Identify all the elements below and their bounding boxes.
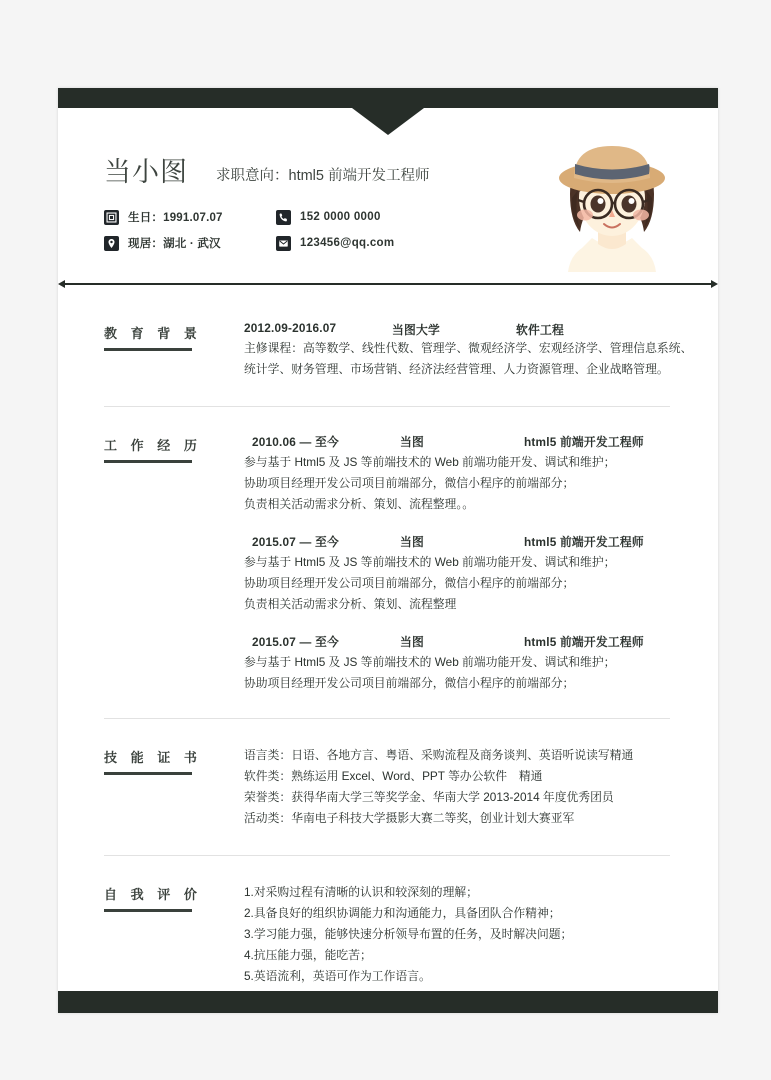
section-education-content — [244, 321, 693, 380]
section-self-title: 自 我 评 价 — [104, 887, 202, 902]
work-detail-line: 负责相关活动需求分析、策划、流程整理 — [244, 597, 457, 611]
work-date: 2010.06 — 至今 — [252, 435, 339, 449]
section-self-heading — [104, 882, 244, 912]
contact-birthday — [104, 209, 276, 225]
work-entry — [244, 533, 670, 615]
section-work-content — [244, 433, 670, 694]
work-entry — [244, 633, 670, 694]
work-entry-head — [244, 633, 670, 650]
spacer — [104, 694, 670, 718]
work-detail-line: 协助项目经理开发公司项目前端部分，微信小程序的前端部分； — [244, 476, 575, 490]
candidate-name: 当小图 — [104, 157, 188, 187]
avatar — [548, 134, 676, 282]
section-skills-content — [244, 745, 670, 829]
bottom-dark-bar — [58, 991, 718, 1013]
contact-birthday-text: 生日：1991.07.07 — [128, 212, 223, 224]
self-eval-line: 4.抗压能力强，能吃苦； — [244, 948, 372, 962]
section-work-rule — [104, 460, 192, 463]
location-icon — [104, 236, 119, 251]
job-objective: 求职意向：html5 前端开发工程师 — [216, 167, 430, 184]
phone-icon — [276, 210, 291, 225]
divider-line — [64, 283, 712, 285]
resume-body — [58, 289, 718, 987]
section-work-heading — [104, 433, 244, 463]
skills-line: 软件类：熟练运用 Excel、Word、PPT 等办公软件 精通 — [244, 769, 543, 783]
resume-header — [58, 108, 718, 280]
work-detail-line: 协助项目经理开发公司项目前端部分，微信小程序的前端部分； — [244, 676, 575, 690]
self-eval-line: 1.对采购过程有清晰的认识和较深刻的理解； — [244, 885, 478, 899]
work-detail-line: 负责相关活动需求分析、策划、流程整理。。 — [244, 497, 475, 511]
spacer — [104, 380, 670, 406]
section-education-heading — [104, 321, 244, 351]
work-role: html5 前端开发工程师 — [524, 635, 644, 649]
education-detail-line: 统计学、财务管理、市场营销、经济法经营管理、人力资源管理、企业战略管理。 — [244, 362, 669, 376]
section-skills-heading — [104, 745, 244, 775]
section-work — [104, 407, 670, 694]
work-role: html5 前端开发工程师 — [524, 535, 644, 549]
calendar-icon — [104, 210, 119, 225]
education-major: 软件工程 — [516, 323, 564, 337]
skills-line: 活动类：华南电子科技大学摄影大赛二等奖，创业计划大赛亚军 — [244, 811, 575, 825]
work-role: html5 前端开发工程师 — [524, 435, 644, 449]
education-school: 当图大学 — [392, 323, 440, 337]
work-entry-head — [244, 433, 670, 450]
contact-location-text: 现居：湖北 · 武汉 — [128, 238, 221, 250]
work-entry — [244, 433, 670, 515]
section-education-rule — [104, 348, 192, 351]
contact-email-text: 123456@qq.com — [300, 237, 395, 249]
skills-line: 荣誉类：获得华南大学三等奖学金、华南大学 2013-2014 年度优秀团员 — [244, 790, 614, 804]
section-self-rule — [104, 909, 192, 912]
self-eval-line: 5.英语流利，英语可作为工作语言。 — [244, 969, 431, 983]
section-education-title: 教 育 背 景 — [104, 326, 202, 341]
work-detail-line: 参与基于 Html5 及 JS 等前端技术的 Web 前端功能开发、调试和维护； — [244, 655, 616, 669]
education-date: 2012.09-2016.07 — [244, 321, 337, 335]
skills-line: 语言类：日语、各地方言、粤语、采购流程及商务谈判、英语听说读写精通 — [244, 748, 634, 762]
work-date: 2015.07 — 至今 — [252, 535, 339, 549]
work-detail-line: 协助项目经理开发公司项目前端部分，微信小程序的前端部分； — [244, 576, 575, 590]
resume-document — [58, 88, 718, 1013]
education-detail-line: 主修课程：高等数学、线性代数、管理学、微观经济学、宏观经济学、管理信息系统、 — [244, 341, 693, 355]
work-company: 当图 — [400, 535, 424, 549]
section-skills — [104, 719, 670, 829]
contact-phone-text: 152 0000 0000 — [300, 211, 381, 223]
education-entry-head — [244, 321, 670, 338]
section-self-evaluation — [104, 856, 670, 987]
work-detail-line: 参与基于 Html5 及 JS 等前端技术的 Web 前端功能开发、调试和维护； — [244, 555, 616, 569]
self-eval-line: 2.具备良好的组织协调能力和沟通能力，具备团队合作精神； — [244, 906, 561, 920]
section-skills-rule — [104, 772, 192, 775]
section-education — [104, 289, 693, 380]
work-company: 当图 — [400, 635, 424, 649]
spacer — [104, 829, 670, 855]
contact-location — [104, 235, 276, 251]
mail-icon — [276, 236, 291, 251]
top-dark-bar — [58, 88, 718, 108]
work-date: 2015.07 — 至今 — [252, 635, 339, 649]
self-eval-line: 3.学习能力强，能够快速分析领导布置的任务，及时解决问题； — [244, 927, 573, 941]
section-skills-title: 技 能 证 书 — [104, 750, 202, 765]
header-divider — [58, 280, 718, 289]
work-detail-line: 参与基于 Html5 及 JS 等前端技术的 Web 前端功能开发、调试和维护； — [244, 455, 616, 469]
work-company: 当图 — [400, 435, 424, 449]
section-work-title: 工 作 经 历 — [104, 438, 202, 453]
work-entry-head — [244, 533, 670, 550]
divider-right-arrow-icon — [711, 280, 718, 288]
section-self-content — [244, 882, 670, 987]
